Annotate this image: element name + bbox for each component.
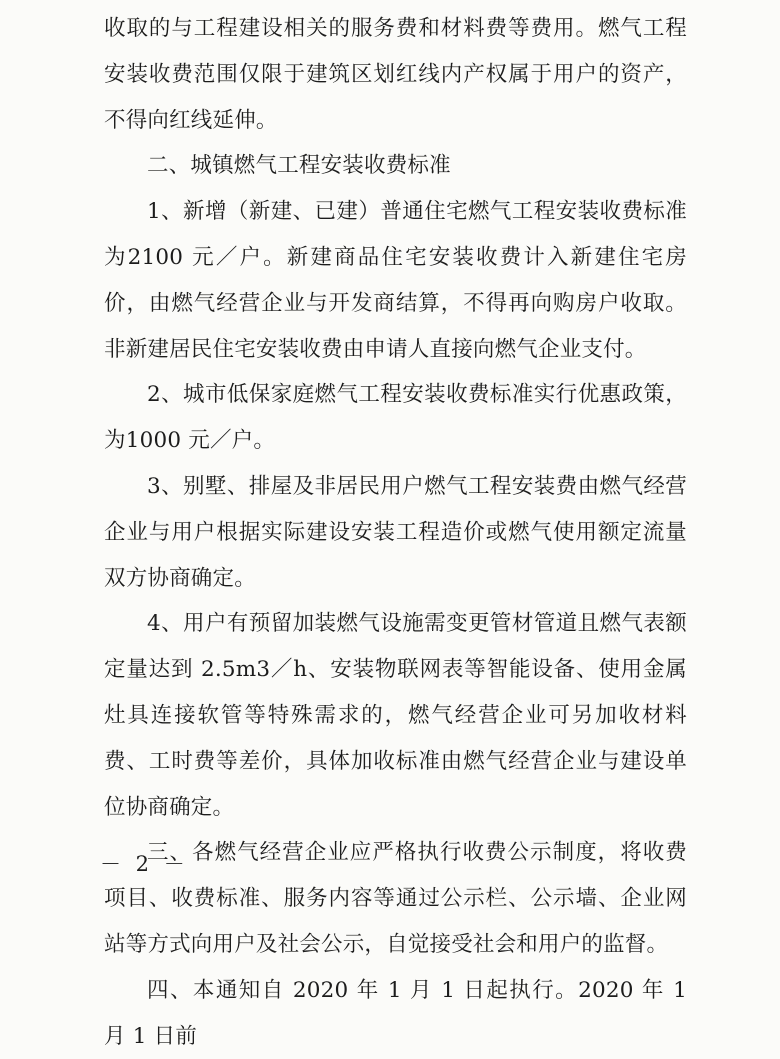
paragraph-item-2: 2、城市低保家庭燃气工程安装收费标准实行优惠政策，为1000 元／户。 (104, 382, 687, 454)
paragraph-item-3: 3、别墅、排屋及非居民用户燃气工程安装费由燃气经营企业与用户根据实际建设安装工程造价或燃气使用额定流量双方协商确定。 (104, 473, 687, 591)
section-heading-2: 二、城镇燃气工程安装收费标准 (147, 153, 451, 179)
section-4-paragraph: 四、本通知自 2020 年 1 月 1 日起执行。2020 年 1 月 1 日前 (104, 977, 687, 1049)
paragraph-item-1: 1、新增（新建、已建）普通住宅燃气工程安装收费标准为2100 元／户。新建商品住宅安装收费计入新建住宅房价，由燃气经营企业与开发商结算，不得再向购房户收取。非新建居民住宅安装收费由申请人直接向燃气企业支付。 (104, 199, 687, 362)
body-text (104, 6, 687, 1059)
section-3-paragraph: 三、各燃气经营企业应严格执行收费公示制度，将收费项目、收费标准、服务内容等通过公示栏、公示墙、企业网站等方式向用户及社会公示，自觉接受社会和用户的监督。 (104, 840, 687, 957)
page-number: － 2 － (100, 852, 189, 876)
paragraph-item-4: 4、用户有预留加装燃气设施需变更管材管道且燃气表额定量达到 2.5m3／h、安装物联网表等智能设备、使用金属灶具连接软管等特殊需求的，燃气经营企业可另加收材料费、工时费等差价，具体加收标准由燃气经营企业与建设单位协商确定。 (104, 611, 687, 820)
paragraph-continuation: 收取的与工程建设相关的服务费和材料费等费用。燃气工程安装收费范围仅限于建筑区划红线内产权属于用户的资产，不得向红线延伸。 (104, 16, 687, 133)
